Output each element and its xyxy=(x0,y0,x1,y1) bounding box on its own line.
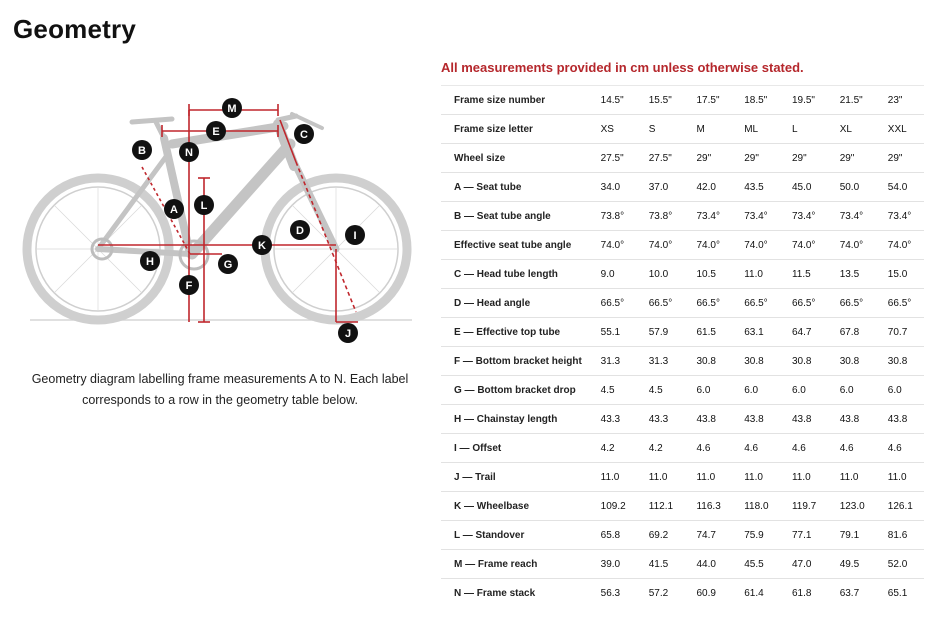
table-cell: XL xyxy=(828,115,876,144)
saddle xyxy=(132,119,172,122)
table-cell: M xyxy=(684,115,732,144)
table-cell: 43.5 xyxy=(732,173,780,202)
table-cell: 65.1 xyxy=(876,579,924,608)
table-cell: 75.9 xyxy=(732,521,780,550)
geometry-table-body xyxy=(441,86,924,608)
table-cell: 118.0 xyxy=(732,492,780,521)
geometry-diagram xyxy=(22,92,420,350)
table-cell: 43.8 xyxy=(732,405,780,434)
table-cell: 43.8 xyxy=(684,405,732,434)
table-cell: 29" xyxy=(684,144,732,173)
table-cell: 42.0 xyxy=(684,173,732,202)
table-cell: 10.5 xyxy=(684,260,732,289)
table-cell: 11.0 xyxy=(780,463,828,492)
table-cell: 43.8 xyxy=(828,405,876,434)
table-cell: 30.8 xyxy=(684,347,732,376)
table-cell: 4.6 xyxy=(876,434,924,463)
label-m-marker xyxy=(222,98,242,118)
table-cell: 126.1 xyxy=(876,492,924,521)
label-e-marker xyxy=(206,121,226,141)
table-cell: 15.0 xyxy=(876,260,924,289)
table-cell: 73.8° xyxy=(589,202,637,231)
table-cell: 74.7 xyxy=(684,521,732,550)
table-cell: 60.9 xyxy=(684,579,732,608)
row-label: I — Offset xyxy=(441,434,589,463)
label-f-marker xyxy=(179,275,199,295)
label-a-marker xyxy=(164,199,184,219)
table-cell: 45.0 xyxy=(780,173,828,202)
table-cell: 63.7 xyxy=(828,579,876,608)
table-cell: 61.5 xyxy=(684,318,732,347)
table-cell: ML xyxy=(732,115,780,144)
table-cell: 34.0 xyxy=(589,173,637,202)
table-cell: 19.5" xyxy=(780,86,828,115)
table-row xyxy=(441,492,924,521)
row-label: M — Frame reach xyxy=(441,550,589,579)
table-cell: 11.0 xyxy=(732,463,780,492)
table-cell: 67.8 xyxy=(828,318,876,347)
table-cell: 11.5 xyxy=(780,260,828,289)
table-cell: 6.0 xyxy=(732,376,780,405)
row-label: K — Wheelbase xyxy=(441,492,589,521)
table-cell: 13.5 xyxy=(828,260,876,289)
table-cell: 74.0° xyxy=(780,231,828,260)
table-cell: 109.2 xyxy=(589,492,637,521)
diagram-caption: Geometry diagram labelling frame measurements A to N. Each label corresponds to a row in the geometry table below. xyxy=(31,372,409,407)
table-cell: XS xyxy=(589,115,637,144)
table-cell: 6.0 xyxy=(828,376,876,405)
table-cell: 27.5" xyxy=(589,144,637,173)
table-cell: 77.1 xyxy=(780,521,828,550)
table-cell: 73.4° xyxy=(684,202,732,231)
table-row xyxy=(441,202,924,231)
table-cell: 66.5° xyxy=(684,289,732,318)
row-label: F — Bottom bracket height xyxy=(441,347,589,376)
table-cell: 70.7 xyxy=(876,318,924,347)
table-cell: 23" xyxy=(876,86,924,115)
table-cell: 17.5" xyxy=(684,86,732,115)
svg-text:M: M xyxy=(227,103,237,115)
table-cell: 18.5" xyxy=(732,86,780,115)
geometry-table xyxy=(441,85,924,608)
table-cell: 50.0 xyxy=(828,173,876,202)
table-cell: 74.0° xyxy=(684,231,732,260)
table-cell: 116.3 xyxy=(684,492,732,521)
label-h-marker xyxy=(140,251,160,271)
table-cell: 66.5° xyxy=(780,289,828,318)
row-label: Frame size letter xyxy=(441,115,589,144)
table-cell: 29" xyxy=(828,144,876,173)
table-cell: 27.5" xyxy=(637,144,685,173)
table-cell: 4.2 xyxy=(589,434,637,463)
table-cell: 66.5° xyxy=(732,289,780,318)
label-j-marker xyxy=(338,323,358,343)
table-row xyxy=(441,289,924,318)
row-label: J — Trail xyxy=(441,463,589,492)
label-n-marker xyxy=(179,142,199,162)
table-cell: 56.3 xyxy=(589,579,637,608)
table-cell: 6.0 xyxy=(876,376,924,405)
table-cell: 31.3 xyxy=(589,347,637,376)
table-cell: 29" xyxy=(780,144,828,173)
table-row xyxy=(441,434,924,463)
table-cell: 66.5° xyxy=(876,289,924,318)
table-cell: 11.0 xyxy=(684,463,732,492)
table-cell: 74.0° xyxy=(732,231,780,260)
row-label: L — Standover xyxy=(441,521,589,550)
table-cell: 30.8 xyxy=(828,347,876,376)
table-cell: 63.1 xyxy=(732,318,780,347)
table-cell: 123.0 xyxy=(828,492,876,521)
row-label: A — Seat tube xyxy=(441,173,589,202)
table-cell: 11.0 xyxy=(589,463,637,492)
table-cell: 112.1 xyxy=(637,492,685,521)
table-cell: 10.0 xyxy=(637,260,685,289)
svg-text:D: D xyxy=(296,225,304,237)
table-cell: 79.1 xyxy=(828,521,876,550)
table-cell: 31.3 xyxy=(637,347,685,376)
svg-text:N: N xyxy=(185,147,193,159)
table-row xyxy=(441,376,924,405)
table-row xyxy=(441,231,924,260)
label-k-marker xyxy=(252,235,272,255)
table-row xyxy=(441,405,924,434)
table-cell: 73.4° xyxy=(828,202,876,231)
table-cell: 74.0° xyxy=(828,231,876,260)
table-cell: 65.8 xyxy=(589,521,637,550)
table-cell: 66.5° xyxy=(589,289,637,318)
table-row xyxy=(441,115,924,144)
row-label: Frame size number xyxy=(441,86,589,115)
table-cell: 119.7 xyxy=(780,492,828,521)
table-row xyxy=(441,86,924,115)
table-cell: 29" xyxy=(732,144,780,173)
table-cell: 29" xyxy=(876,144,924,173)
label-d-marker xyxy=(290,220,310,240)
table-cell: 69.2 xyxy=(637,521,685,550)
table-cell: 9.0 xyxy=(589,260,637,289)
svg-text:A: A xyxy=(170,204,178,216)
table-cell: 21.5" xyxy=(828,86,876,115)
row-label: D — Head angle xyxy=(441,289,589,318)
table-cell: 44.0 xyxy=(684,550,732,579)
table-cell: 6.0 xyxy=(780,376,828,405)
row-label: E — Effective top tube xyxy=(441,318,589,347)
label-g-marker xyxy=(218,254,238,274)
svg-text:J: J xyxy=(344,328,352,340)
table-row xyxy=(441,521,924,550)
table-cell: 81.6 xyxy=(876,521,924,550)
table-row xyxy=(441,579,924,608)
table-row xyxy=(441,260,924,289)
svg-text:F: F xyxy=(185,280,193,292)
table-cell: 4.5 xyxy=(589,376,637,405)
table-row xyxy=(441,173,924,202)
table-cell: 14.5" xyxy=(589,86,637,115)
table-cell: 37.0 xyxy=(637,173,685,202)
table-cell: 43.8 xyxy=(780,405,828,434)
label-i-marker xyxy=(345,225,365,245)
table-cell: 4.6 xyxy=(684,434,732,463)
table-cell: 6.0 xyxy=(684,376,732,405)
table-cell: 11.0 xyxy=(732,260,780,289)
table-row xyxy=(441,347,924,376)
svg-text:B: B xyxy=(138,145,146,157)
row-label: N — Frame stack xyxy=(441,579,589,608)
table-cell: 55.1 xyxy=(589,318,637,347)
svg-text:I: I xyxy=(353,230,357,242)
row-label: H — Chainstay length xyxy=(441,405,589,434)
table-cell: 61.4 xyxy=(732,579,780,608)
table-cell: 74.0° xyxy=(589,231,637,260)
seatstay xyxy=(98,154,168,249)
table-cell: 41.5 xyxy=(637,550,685,579)
bike-illustration xyxy=(27,114,412,320)
table-cell: 11.0 xyxy=(876,463,924,492)
table-cell: 74.0° xyxy=(637,231,685,260)
table-cell: 15.5" xyxy=(637,86,685,115)
table-cell: 57.9 xyxy=(637,318,685,347)
table-cell: 43.3 xyxy=(589,405,637,434)
table-cell: 49.5 xyxy=(828,550,876,579)
table-cell: 54.0 xyxy=(876,173,924,202)
table-cell: 30.8 xyxy=(780,347,828,376)
table-cell: 73.8° xyxy=(637,202,685,231)
page-title: Geometry xyxy=(13,14,136,44)
table-row xyxy=(441,463,924,492)
row-label: B — Seat tube angle xyxy=(441,202,589,231)
table-cell: 66.5° xyxy=(637,289,685,318)
table-cell: 39.0 xyxy=(589,550,637,579)
table-cell: 74.0° xyxy=(876,231,924,260)
table-row xyxy=(441,318,924,347)
table-cell: 47.0 xyxy=(780,550,828,579)
table-cell: 57.2 xyxy=(637,579,685,608)
table-cell: 61.8 xyxy=(780,579,828,608)
table-cell: XXL xyxy=(876,115,924,144)
label-c-marker xyxy=(294,124,314,144)
table-cell: 11.0 xyxy=(828,463,876,492)
table-cell: S xyxy=(637,115,685,144)
table-cell: 4.6 xyxy=(732,434,780,463)
table-row xyxy=(441,144,924,173)
table-cell: 43.8 xyxy=(876,405,924,434)
table-cell: 30.8 xyxy=(732,347,780,376)
svg-text:L: L xyxy=(200,200,208,212)
table-cell: L xyxy=(780,115,828,144)
table-cell: 43.3 xyxy=(637,405,685,434)
table-cell: 4.5 xyxy=(637,376,685,405)
table-cell: 73.4° xyxy=(876,202,924,231)
row-label: G — Bottom bracket drop xyxy=(441,376,589,405)
table-cell: 52.0 xyxy=(876,550,924,579)
table-cell: 30.8 xyxy=(876,347,924,376)
svg-text:G: G xyxy=(223,259,233,271)
label-b-marker xyxy=(132,140,152,160)
table-cell: 4.6 xyxy=(828,434,876,463)
svg-text:C: C xyxy=(300,129,308,141)
row-label: C — Head tube length xyxy=(441,260,589,289)
table-cell: 4.6 xyxy=(780,434,828,463)
table-row xyxy=(441,550,924,579)
svg-text:K: K xyxy=(258,240,266,252)
row-label: Effective seat tube angle xyxy=(441,231,589,260)
measurement-note: All measurements provided in cm unless otherwise stated. xyxy=(441,60,804,75)
row-label: Wheel size xyxy=(441,144,589,173)
table-cell: 73.4° xyxy=(780,202,828,231)
table-cell: 45.5 xyxy=(732,550,780,579)
table-cell: 4.2 xyxy=(637,434,685,463)
table-cell: 11.0 xyxy=(637,463,685,492)
table-cell: 73.4° xyxy=(732,202,780,231)
table-cell: 66.5° xyxy=(828,289,876,318)
svg-text:H: H xyxy=(146,256,154,268)
table-cell: 64.7 xyxy=(780,318,828,347)
label-l-marker xyxy=(194,195,214,215)
svg-text:E: E xyxy=(212,126,220,138)
